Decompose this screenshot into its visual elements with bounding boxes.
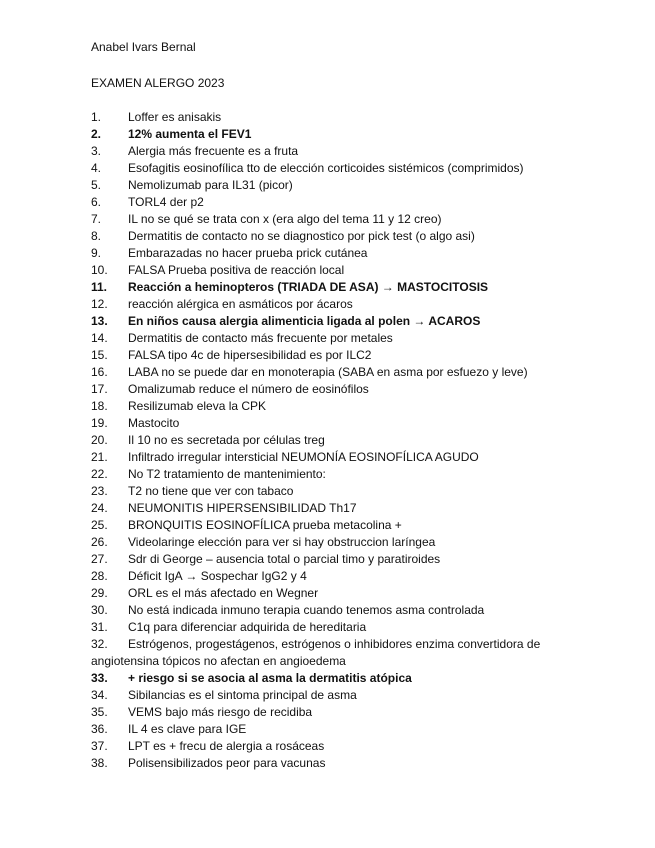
list-item	[91, 381, 611, 398]
item-text: ORL es el más afectado en Wegner	[128, 586, 319, 600]
list-item	[91, 398, 611, 415]
item-text: Alergia más frecuente es a fruta	[128, 144, 299, 158]
item-text: Déficit IgA → Sospechar IgG2 y 4	[128, 569, 307, 583]
item-text: No está indicada inmuno terapia cuando tenemos asma controlada	[128, 603, 485, 617]
item-number: 11.	[91, 280, 108, 294]
item-text: Videolaringe elección para ver si hay obstruccion laríngea	[128, 535, 436, 549]
item-number: 21.	[91, 450, 108, 464]
item-text: Mastocito	[128, 416, 180, 430]
list-item	[91, 704, 611, 721]
item-number: 18.	[91, 399, 108, 413]
list-item	[91, 126, 611, 143]
item-number: 15.	[91, 348, 108, 362]
item-text: Embarazadas no hacer prueba prick cutánea	[128, 246, 368, 260]
list-item	[91, 687, 611, 704]
list-item	[91, 721, 611, 738]
item-text: VEMS bajo más riesgo de recidiba	[128, 705, 313, 719]
item-text: T2 no tiene que ver con tabaco	[128, 484, 294, 498]
list-item	[91, 534, 611, 551]
item-number: 31.	[91, 620, 108, 634]
list-item	[91, 500, 611, 517]
item-text: Polisensibilizados peor para vacunas	[128, 756, 326, 770]
item-number: 25.	[91, 518, 108, 532]
list-item	[91, 109, 611, 126]
item-number: 14.	[91, 331, 108, 345]
item-number: 5.	[91, 178, 102, 192]
item-text: Resilizumab eleva la CPK	[128, 399, 267, 413]
item-text: Omalizumab reduce el número de eosinófilos	[128, 382, 369, 396]
item-text: Estrógenos, progestágenos, estrógenos o inhibidores enzima convertidora de angiotensina tópicos no afectan en angioedema	[91, 637, 541, 668]
item-number: 12.	[91, 297, 108, 311]
item-text: Il 10 no es secretada por células treg	[128, 433, 325, 447]
list-item	[91, 483, 611, 500]
item-text: Sibilancias es el sintoma principal de asma	[128, 688, 357, 702]
item-number: 36.	[91, 722, 108, 736]
item-number: 6.	[91, 195, 102, 209]
item-number: 35.	[91, 705, 108, 719]
item-number: 26.	[91, 535, 108, 549]
item-number: 2.	[91, 127, 102, 141]
item-number: 34.	[91, 688, 108, 702]
item-text: Infiltrado irregular intersticial NEUMONÍA EOSINOFÍLICA AGUDO	[128, 450, 479, 464]
item-text: LPT es + frecu de alergia a rosáceas	[128, 739, 325, 753]
list-item	[91, 466, 611, 483]
item-number: 20.	[91, 433, 108, 447]
item-number: 30.	[91, 603, 108, 617]
author-name: Anabel Ivars Bernal	[91, 40, 196, 54]
item-text: Sdr di George – ausencia total o parcial timo y paratiroides	[128, 552, 441, 566]
item-number: 8.	[91, 229, 102, 243]
list-item	[91, 177, 611, 194]
item-number: 27.	[91, 552, 108, 566]
list-item	[91, 551, 611, 568]
item-text: Nemolizumab para IL31 (picor)	[128, 178, 293, 192]
item-number: 9.	[91, 246, 102, 260]
item-text: BRONQUITIS EOSINOFÍLICA prueba metacolina +	[128, 518, 402, 532]
item-text: LABA no se puede dar en monoterapia (SABA en asma por esfuezo y leve)	[128, 365, 528, 379]
list-item	[91, 279, 611, 296]
item-text: NEUMONITIS HIPERSENSIBILIDAD Th17	[128, 501, 357, 515]
item-number: 4.	[91, 161, 102, 175]
item-number: 22.	[91, 467, 108, 481]
list-item	[91, 432, 611, 449]
item-text: No T2 tratamiento de mantenimiento:	[128, 467, 326, 481]
list-item	[91, 517, 611, 534]
item-text: Esofagitis eosinofílica tto de elección corticoides sistémicos (comprimidos)	[128, 161, 524, 175]
item-number: 17.	[91, 382, 108, 396]
item-text: + riesgo si se asocia al asma la dermatitis atópica	[128, 671, 412, 685]
list-item	[91, 585, 611, 602]
list-item	[91, 313, 611, 330]
list-item	[91, 296, 611, 313]
item-number: 19.	[91, 416, 108, 430]
list-item	[91, 160, 611, 177]
item-number: 38.	[91, 756, 108, 770]
item-text: Reacción a heminopteros (TRIADA DE ASA) → MASTOCITOSIS	[128, 280, 489, 294]
item-number: 37.	[91, 739, 108, 753]
list-item	[91, 211, 611, 228]
list-item	[91, 245, 611, 262]
item-text: IL 4 es clave para IGE	[128, 722, 247, 736]
item-text: FALSA tipo 4c de hipersesibilidad es por ILC2	[128, 348, 372, 362]
list-item	[91, 568, 611, 585]
list-item	[91, 670, 611, 687]
list-item	[91, 415, 611, 432]
item-number: 16.	[91, 365, 108, 379]
list-item	[91, 602, 611, 619]
item-text: En niños causa alergia alimenticia ligada al polen → ACAROS	[128, 314, 481, 328]
document-title: EXAMEN ALERGO 2023	[91, 76, 225, 90]
list-item	[91, 364, 611, 381]
item-text: reacción alérgica en asmáticos por ácaros	[128, 297, 353, 311]
item-number: 29.	[91, 586, 108, 600]
item-text: Dermatitis de contacto no se diagnostico por pick test (o algo asi)	[128, 229, 475, 243]
item-text: IL no se qué se trata con x (era algo del tema 11 y 12 creo)	[128, 212, 442, 226]
list-item	[91, 194, 611, 211]
item-text: 12% aumenta el FEV1	[128, 127, 252, 141]
item-number: 1.	[91, 110, 102, 124]
item-text: C1q para diferenciar adquirida de hereditaria	[128, 620, 367, 634]
item-number: 33.	[91, 671, 108, 685]
list-item	[91, 347, 611, 364]
item-number: 23.	[91, 484, 108, 498]
item-number: 13.	[91, 314, 108, 328]
list-item	[91, 619, 611, 636]
list-item	[91, 755, 611, 772]
list-item	[91, 143, 611, 160]
list-item	[91, 738, 611, 755]
item-text: TORL4 der p2	[128, 195, 204, 209]
question-list	[91, 109, 611, 772]
list-item	[91, 636, 611, 670]
list-item	[91, 330, 611, 347]
item-number: 24.	[91, 501, 108, 515]
item-number: 3.	[91, 144, 102, 158]
item-number: 32.	[91, 637, 108, 651]
item-number: 28.	[91, 569, 108, 583]
item-text: Dermatitis de contacto más frecuente por metales	[128, 331, 393, 345]
list-item	[91, 262, 611, 279]
item-text: Loffer es anisakis	[128, 110, 222, 124]
item-number: 10.	[91, 263, 108, 277]
item-number: 7.	[91, 212, 102, 226]
list-item	[91, 449, 611, 466]
item-text: FALSA Prueba positiva de reacción local	[128, 263, 345, 277]
list-item	[91, 228, 611, 245]
